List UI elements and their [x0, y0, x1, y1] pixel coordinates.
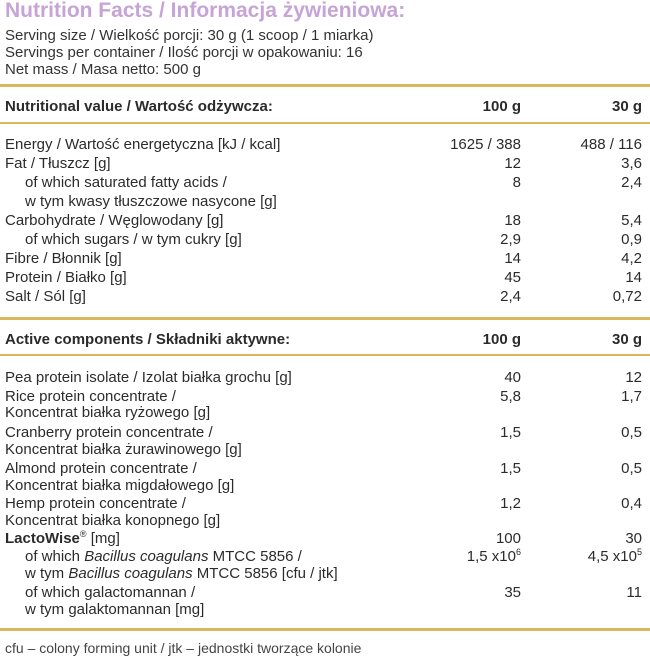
- row-value-100g: 1,2: [500, 495, 521, 512]
- row-value-100g: 45: [504, 269, 521, 286]
- row-label: Carbohydrate / Węglowodany [g]: [5, 212, 224, 229]
- nutrition-header-col2: 30 g: [611, 98, 642, 115]
- row-label: Almond protein concentrate /: [5, 460, 197, 477]
- row-value-30g: 1,7: [621, 388, 642, 405]
- active-header-col2: 30 g: [611, 331, 642, 348]
- row-value-30g: [588, 548, 642, 566]
- active-header-label: Active components / Składniki aktywne:: [5, 331, 291, 348]
- divider: [0, 84, 650, 87]
- row-label: [25, 548, 302, 566]
- row-value-30g: 4,2: [621, 250, 642, 267]
- nutrition-header-col1: 100 g: [482, 98, 521, 115]
- row-value-100g: 2,4: [500, 288, 521, 305]
- nutrition-header-label: Nutritional value / Wartość odżywcza:: [5, 98, 273, 115]
- row-value-100g: 5,8: [500, 388, 521, 405]
- row-label: [25, 565, 338, 583]
- row-value-100g: 8: [512, 174, 521, 191]
- row-label: Koncentrat białka migdałowego [g]: [5, 477, 235, 494]
- row-value-100g: 1,5: [500, 460, 521, 477]
- species-name: Bacillus coagulans: [68, 565, 193, 582]
- row-label: Koncentrat białka ryżowego [g]: [5, 404, 211, 421]
- row-label: w tym galaktomannan [mg]: [25, 601, 205, 618]
- value-base: 4,5 x10: [587, 548, 637, 565]
- value-base: 1,5 x10: [466, 548, 516, 565]
- label-suffix: MTCC 5856 /: [208, 548, 302, 565]
- row-label: Rice protein concentrate /: [5, 388, 176, 405]
- active-header-col1: 100 g: [482, 331, 521, 348]
- row-label: Fibre / Błonnik [g]: [5, 250, 122, 267]
- servings-per-container: Servings per container / Ilość porcji w opakowaniu: 16: [5, 44, 363, 61]
- row-label: Koncentrat białka żurawinowego [g]: [5, 441, 242, 458]
- row-value-30g: 0,5: [621, 424, 642, 441]
- brand-name: LactoWise: [5, 530, 80, 547]
- row-value-100g: 1625 / 388: [450, 136, 521, 153]
- row-label: Pea protein isolate / Izolat białka grochu [g]: [5, 369, 292, 386]
- row-value-30g: 0,4: [621, 495, 642, 512]
- row-value-30g: 488 / 116: [580, 136, 642, 153]
- row-value-100g: 40: [504, 369, 521, 386]
- divider: [0, 122, 650, 124]
- row-label: Koncentrat białka konopnego [g]: [5, 512, 221, 529]
- species-name: Bacillus coagulans: [84, 548, 209, 565]
- row-value-30g: 12: [625, 369, 642, 386]
- row-value-30g: 14: [625, 269, 642, 286]
- page-title: Nutrition Facts / Informacja żywieniowa:: [5, 0, 406, 22]
- label-suffix: MTCC 5856 [cfu / jtk]: [192, 565, 338, 582]
- row-value-30g: 5,4: [621, 212, 642, 229]
- registered-mark: ®: [79, 529, 87, 539]
- row-label: Protein / Białko [g]: [5, 269, 127, 286]
- row-value-100g: [467, 548, 521, 566]
- net-mass: Net mass / Masa netto: 500 g: [5, 61, 201, 78]
- row-value-30g: 11: [626, 584, 642, 601]
- serving-size: Serving size / Wielkość porcji: 30 g (1 scoop / 1 miarka): [5, 27, 374, 44]
- row-label: of which galactomannan /: [25, 584, 196, 601]
- row-label: of which saturated fatty acids /: [25, 174, 227, 191]
- label-prefix: of which: [25, 548, 85, 565]
- divider: [0, 354, 650, 356]
- row-value-100g: 14: [504, 250, 521, 267]
- row-label: [5, 530, 120, 548]
- row-label: w tym kwasy tłuszczowe nasycone [g]: [25, 193, 277, 210]
- row-value-100g: 12: [504, 155, 521, 172]
- row-label: Cranberry protein concentrate /: [5, 424, 213, 441]
- row-value-100g: 2,9: [500, 231, 521, 248]
- row-value-30g: 0,72: [612, 288, 642, 305]
- row-value-30g: 2,4: [621, 174, 642, 191]
- unit: [mg]: [86, 530, 120, 547]
- row-value-30g: 0,9: [621, 231, 642, 248]
- row-value-30g: 0,5: [621, 460, 642, 477]
- row-value-100g: 18: [504, 212, 521, 229]
- row-value-30g: 3,6: [621, 155, 642, 172]
- label-prefix: w tym: [25, 565, 69, 582]
- divider: [0, 317, 650, 320]
- row-value-100g: 100: [495, 530, 521, 547]
- row-value-100g: 1,5: [500, 424, 521, 441]
- row-label: Hemp protein concentrate /: [5, 495, 186, 512]
- row-label: Fat / Tłuszcz [g]: [5, 155, 111, 172]
- value-exponent: 5: [636, 547, 642, 557]
- row-label: of which sugars / w tym cukry [g]: [25, 231, 242, 248]
- row-label: Salt / Sól [g]: [5, 288, 86, 305]
- row-value-30g: 30: [625, 530, 642, 547]
- row-label: Energy / Wartość energetyczna [kJ / kcal]: [5, 136, 281, 153]
- value-exponent: 6: [515, 547, 521, 557]
- row-value-100g: 35: [504, 584, 521, 601]
- divider: [0, 628, 650, 631]
- footnote: cfu – colony forming unit / jtk – jednostki tworzące kolonie: [5, 640, 362, 656]
